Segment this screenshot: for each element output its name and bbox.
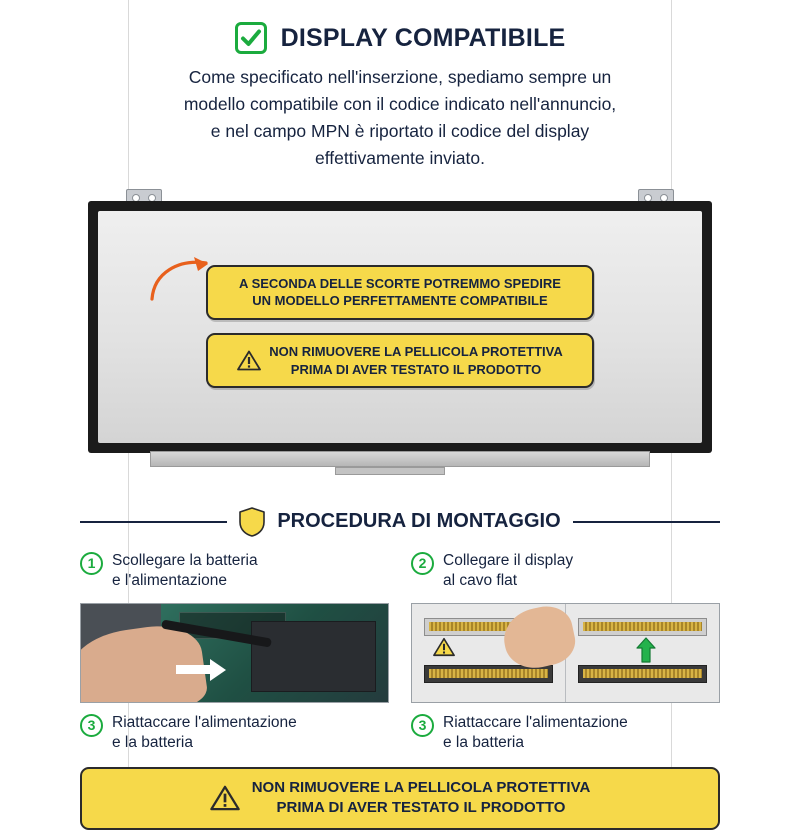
step-number: 2 (411, 552, 434, 575)
shield-icon (239, 507, 265, 537)
step-1-line-1: Scollegare la batteria (112, 551, 258, 569)
divider-right (573, 521, 720, 523)
battery-pack (251, 621, 376, 692)
connector-view-right (566, 604, 719, 702)
step-3-left-line-1: Riattaccare l'alimentazione (112, 713, 297, 731)
step-2 (411, 551, 720, 591)
step-text (112, 551, 258, 591)
warning-triangle-icon (210, 785, 240, 811)
stock-callout-line-2: UN MODELLO PERFETTAMENTE COMPATIBILE (252, 293, 548, 309)
stock-callout-line-1: A SECONDA DELLE SCORTE POTREMMO SPEDIRE (239, 275, 561, 291)
step-3-left-line-2: e la batteria (112, 733, 193, 751)
step-1-line-2: e l'alimentazione (112, 571, 227, 589)
lcd-panel-frame (88, 201, 712, 453)
laptop-internals-photo (80, 603, 389, 703)
green-up-arrow-icon (636, 637, 656, 668)
curved-arrow-icon (148, 255, 218, 301)
panel-foot-strip (335, 467, 445, 475)
intro-line-4: effettivamente inviato. (315, 148, 485, 169)
header (64, 22, 736, 54)
intro-line-2: modello compatibile con il codice indicato nell'annuncio, (183, 94, 617, 115)
film-callout-line-1: NON RIMUOVERE LA PELLICOLA PROTETTIVA (269, 344, 563, 359)
connector-top (578, 618, 707, 636)
stock-compatibility-callout (206, 265, 594, 320)
display-illustration (80, 189, 720, 489)
step-2-line-1: Collegare il display (443, 551, 574, 569)
intro-line-1: Come specificato nell'inserzione, spediamo sempre un (188, 67, 612, 87)
warning-triangle-icon (433, 637, 455, 662)
step-number: 3 (411, 714, 434, 737)
step-3-right (411, 713, 720, 753)
step-number: 3 (80, 714, 103, 737)
step-1 (80, 551, 389, 591)
step-text (443, 551, 573, 591)
panel-bottom-strip (150, 451, 650, 467)
procedure-heading (80, 507, 720, 537)
step-3-right-line-2: e la batteria (443, 733, 524, 751)
flat-cable-connector-photo (411, 603, 720, 703)
white-arrow-icon (210, 659, 226, 681)
page-title: DISPLAY COMPATIBILE (280, 23, 566, 52)
checkmark-box-icon (235, 22, 267, 54)
film-callout-line-2: PRIMA DI AVER TESTATO IL PRODOTTO (290, 361, 542, 377)
footer-warning-banner (80, 767, 720, 830)
step-3-left (80, 713, 389, 753)
step-text (112, 713, 297, 753)
footer-warning-line-1: NON RIMUOVERE LA PELLICOLA PROTETTIVA (251, 779, 591, 797)
footer-warning-line-2: PRIMA DI AVER TESTATO IL PRODOTTO (276, 799, 566, 817)
step-3-right-line-1: Riattaccare l'alimentazione (443, 713, 628, 731)
protective-film-callout (206, 333, 594, 388)
divider-left (80, 521, 227, 523)
connector-view-left (412, 604, 566, 702)
procedure-title: PROCEDURA DI MONTAGGIO (277, 510, 561, 532)
arrow-tail (176, 665, 213, 674)
step-number: 1 (80, 552, 103, 575)
intro-line-3: e nel campo MPN è riportato il codice del display (210, 121, 590, 142)
lcd-panel-screen (98, 211, 702, 443)
step-text (443, 713, 628, 753)
content-column (64, 0, 736, 830)
step-2-line-2: al cavo flat (443, 571, 518, 589)
intro-paragraph (64, 64, 736, 173)
warning-triangle-icon (237, 350, 261, 371)
procedure-steps (80, 551, 720, 754)
